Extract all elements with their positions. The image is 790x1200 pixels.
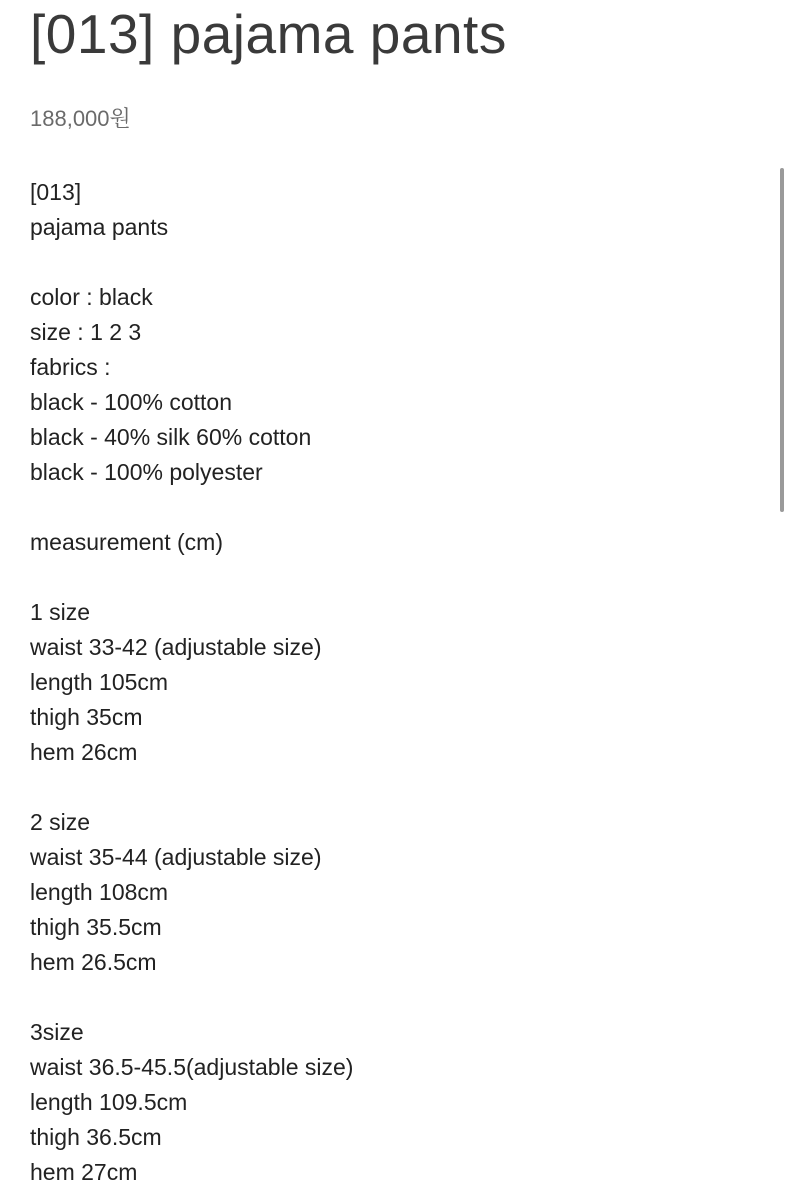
description-line-fabric-2: black - 40% silk 60% cotton (30, 424, 312, 450)
description-line-measurement-heading: measurement (cm) (30, 529, 223, 555)
description-line-code: [013] (30, 179, 82, 205)
description-line-fabrics-label: fabrics : (30, 354, 111, 380)
description-spacer (30, 980, 750, 1015)
size-3-hem: hem 27cm (30, 1159, 138, 1185)
description-line-fabric-3: black - 100% polyester (30, 459, 263, 485)
size-3-length: length 109.5cm (30, 1089, 188, 1115)
size-3-waist: waist 36.5-45.5(adjustable size) (30, 1054, 354, 1080)
vertical-scrollbar[interactable] (780, 168, 786, 512)
description-spacer (30, 560, 750, 595)
description-line-name: pajama pants (30, 214, 169, 240)
size-2-heading: 2 size (30, 809, 91, 835)
size-1-waist: waist 33-42 (adjustable size) (30, 634, 322, 660)
size-2-hem: hem 26.5cm (30, 949, 157, 975)
product-description (30, 175, 750, 1190)
size-3-heading: 3size (30, 1019, 84, 1045)
description-spacer (30, 245, 750, 280)
size-3-thigh: thigh 36.5cm (30, 1124, 162, 1150)
description-line-fabric-1: black - 100% cotton (30, 389, 233, 415)
size-1-heading: 1 size (30, 599, 91, 625)
description-spacer (30, 490, 750, 525)
size-1-length: length 105cm (30, 669, 169, 695)
description-line-size: size : 1 2 3 (30, 319, 142, 345)
size-1-thigh: thigh 35cm (30, 704, 143, 730)
size-2-waist: waist 35-44 (adjustable size) (30, 844, 322, 870)
scrollbar-thumb[interactable] (780, 168, 784, 512)
description-spacer (30, 770, 750, 805)
description-line-color: color : black (30, 284, 153, 310)
product-price: 188,000원 (30, 106, 131, 131)
product-title: [013] pajama pants (30, 3, 507, 65)
size-1-hem: hem 26cm (30, 739, 138, 765)
size-2-thigh: thigh 35.5cm (30, 914, 162, 940)
size-2-length: length 108cm (30, 879, 169, 905)
